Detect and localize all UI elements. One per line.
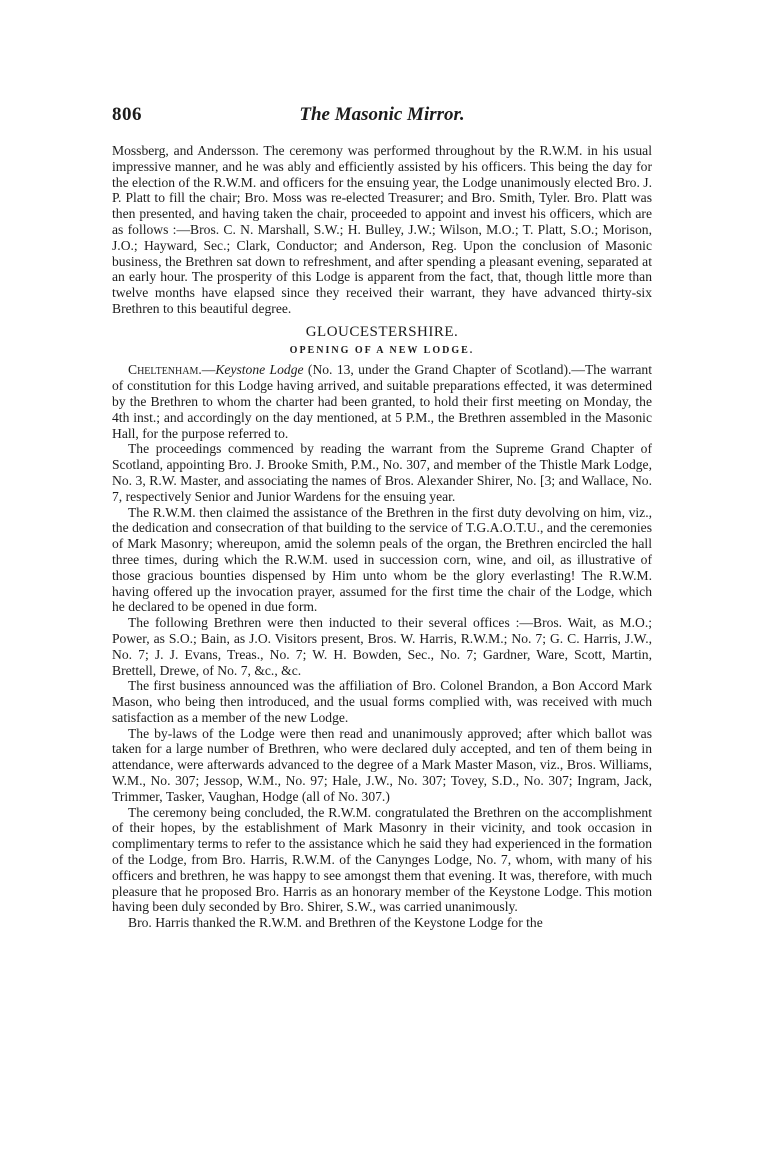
place-name: Cheltenham. xyxy=(128,362,202,378)
lodge-name: Keystone Lodge xyxy=(215,362,304,378)
dash: — xyxy=(201,362,216,378)
running-title: The Masonic Mirror. xyxy=(299,104,465,125)
paragraph-2-text: (No. 13, under the Grand Chapter of Scotland).—The warrant of constitution for this Lodge having arrived, and suitable preparations effected, it was determined by the Brethren to whom the charter had been granted, to hold their first meeting on Monday, the 4th inst.; and accordingly on the day mentioned, at 5 P.M., the Brethren assembled in the Masonic Hall, for the purpose referred to. xyxy=(112,362,652,441)
page-number: 806 xyxy=(112,104,142,125)
paragraph-2 xyxy=(112,362,652,441)
paragraph-6: The first business announced was the affiliation of Bro. Colonel Brandon, a Bon Accord Mark Mason, who being then introduced, and the usual forms complied with, was received with much satisfaction as a member of the new Lodge. xyxy=(112,678,652,725)
paragraph-7: The by-laws of the Lodge were then read and unanimously approved; after which ballot was taken for a large number of Brethren, who were declared duly accepted, and ten of them being in attendance, were afterwards advanced to the degree of a Mark Master Mason, viz., Bros. Williams, W.M., No. 307; Jessop, W.M., No. 97; Hale, J.W., No. 307; Tovey, S.D., No. 307; Ingram, Jack, Trimmer, Tasker, Vaughan, Hodge (all of No. 307.) xyxy=(112,725,652,804)
paragraph-1: Mossberg, and Andersson. The ceremony was performed throughout by the R.W.M. in his usual impressive manner, and he was ably and efficiently assisted by his officers. This being the day for the election of the R.W.M. and officers for the ensuing year, the Lodge unanimously elected Bro. J. P. Platt to fill the chair; Bro. Moss was re-elected Treasurer; and Bro. Smith, Tyler. Bro. Platt was then presented, and having taken the chair, proceeded to appoint and invest his officers, which are as follows :—Bros. C. N. Marshall, S.W.; H. Bulley, J.W.; Wilson, M.O.; T. Platt, S.O.; Morison, J.O.; Hayward, Sec.; Clark, Conductor; and Anderson, Reg. Upon the conclusion of Masonic business, the Brethren sat down to refreshment, and after spending a pleasant evening, separated at an early hour. The prosperity of this Lodge is apparent from the fact, that, though little more than twelve months have elapsed since they received their warrant, they have advanced thirty-six Brethren to this beautiful degree. xyxy=(112,143,652,316)
subsection-title: OPENING OF A NEW LODGE. xyxy=(289,344,475,356)
paragraph-8: The ceremony being concluded, the R.W.M. congratulated the Brethren on the accomplishment of their hopes, by the establishment of Mark Masonry in their vicinity, and took occasion in complimentary terms to refer to the assistance which he said they had experienced in the formation of the Lodge, from Bro. Harris, R.W.M. of the Canynges Lodge, No. 7, whom, with many of his officers and brethren, he was happy to see amongst them that evening. It was, therefore, with much pleasure that he proposed Bro. Harris as an honorary member of the Keystone Lodge. This motion having been duly seconded by Bro. Shirer, S.W., was carried unanimously. xyxy=(112,804,652,915)
paragraph-4: The R.W.M. then claimed the assistance of the Brethren in the first duty devolving on him, viz., the dedication and consecration of that building to the service of T.G.A.O.T.U., and the ceremonies of Mark Masonry; whereupon, amid the solemn peals of the organ, the Brethren encircled the hall three times, during which the R.W.M. used in succession corn, wine, and oil, as illustrative of those gracious bounties dispensed by Him unto whom be the glory everlasting! The R.W.M. having offered up the invocation prayer, assumed for the first time the chair of the Lodge, which he declared to be opened in due form. xyxy=(112,504,652,615)
article-body xyxy=(112,143,652,931)
paragraph-9: Bro. Harris thanked the R.W.M. and Brethren of the Keystone Lodge for the xyxy=(128,915,543,931)
paragraph-3: The proceedings commenced by reading the warrant from the Supreme Grand Chapter of Scotland, appointing Bro. J. Brooke Smith, P.M., No. 307, and member of the Thistle Mark Lodge, No. 3, R.W. Master, and associating the names of Bros. Alexander Shirer, No. [3; and Wallace, No. 7, respectively Senior and Junior Wardens for the ensuing year. xyxy=(112,441,652,504)
section-title: GLOUCESTERSHIRE. xyxy=(305,323,459,340)
page-header xyxy=(112,104,652,130)
paragraph-5: The following Brethren were then inducted to their several offices :—Bros. Wait, as M.O.; Power, as S.O.; Bain, as J.O. Visitors present, Bros. W. Harris, R.W.M.; No. 7; G. C. Harris, J.W., No. 7; J. J. Evans, Treas., No. 7; W. H. Bowden, Sec., No. 7; Gardner, Ware, Scott, Martin, Brettell, Drewe, of No. 7, &c., &c. xyxy=(112,615,652,678)
